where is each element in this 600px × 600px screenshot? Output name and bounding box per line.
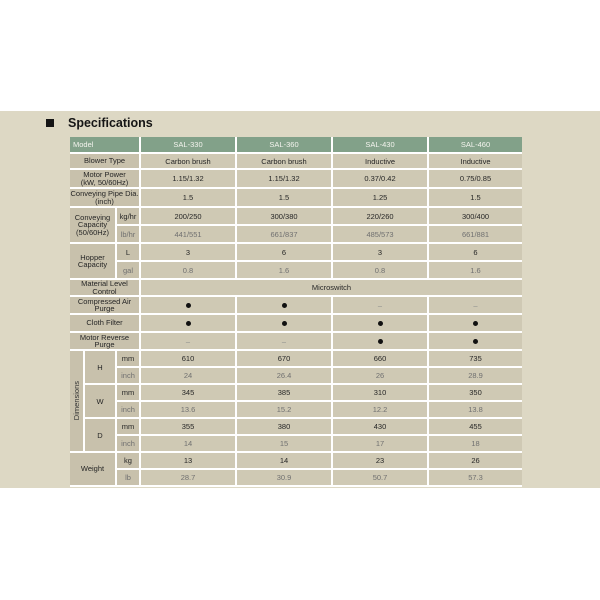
section-heading xyxy=(46,116,153,130)
row-label xyxy=(70,332,140,350)
label-line: Conveying xyxy=(74,212,111,222)
label-line: Compressed Air xyxy=(77,296,132,306)
model-col-3: SAL-430 xyxy=(332,137,428,153)
label-line: Motor Power xyxy=(83,170,126,179)
row-conveying-kg xyxy=(70,207,522,225)
label-line: Control xyxy=(92,286,117,296)
table-cell: 14 xyxy=(140,435,236,452)
row-motor-reverse xyxy=(70,332,522,350)
table-cell: 380 xyxy=(236,418,332,435)
table-cell: 345 xyxy=(140,384,236,401)
table-cell: Microswitch xyxy=(140,279,522,296)
table-cell: 23 xyxy=(332,452,428,469)
table-cell: 1.5 xyxy=(140,188,236,207)
table-cell: 18 xyxy=(428,435,522,452)
table-cell xyxy=(428,314,522,332)
filled-dot-icon xyxy=(378,339,383,344)
label-line: (inch) xyxy=(95,196,114,206)
table-cell xyxy=(332,296,428,314)
dim-name: W xyxy=(84,384,116,418)
table-cell: 385 xyxy=(236,384,332,401)
table-cell: 26 xyxy=(428,452,522,469)
row-dim-w-mm xyxy=(70,384,522,401)
table-cell xyxy=(428,296,522,314)
table-cell: 200/250 xyxy=(140,207,236,225)
filled-dot-icon xyxy=(282,321,287,326)
table-cell: 1.5 xyxy=(236,188,332,207)
table-cell: 661/837 xyxy=(236,225,332,243)
unit-label: inch xyxy=(116,435,140,452)
model-col-4: SAL-460 xyxy=(428,137,522,153)
row-label xyxy=(70,296,140,314)
unit-label: lb xyxy=(116,469,140,486)
table-cell: 17 xyxy=(332,435,428,452)
label-line: (kW, 50/60Hz) xyxy=(80,177,129,187)
table-cell: 441/551 xyxy=(140,225,236,243)
table-cell: 1.6 xyxy=(428,261,522,279)
unit-label: kg/hr xyxy=(116,207,140,225)
label-line: Material Level xyxy=(81,279,128,288)
unit-label: lb/hr xyxy=(116,225,140,243)
row-weight-lb xyxy=(70,469,522,486)
table-cell: 0.37/0.42 xyxy=(332,169,428,188)
table-cell: 1.15/1.32 xyxy=(236,169,332,188)
row-conveying-lb xyxy=(70,225,522,243)
model-col-2: SAL-360 xyxy=(236,137,332,153)
table-cell: 6 xyxy=(428,243,522,261)
row-label: Cloth Filter xyxy=(70,314,140,332)
table-cell: 30.9 xyxy=(236,469,332,486)
filled-dot-icon xyxy=(473,321,478,326)
unit-label: kg xyxy=(116,452,140,469)
dim-name: H xyxy=(84,350,116,384)
table-cell: 6 xyxy=(236,243,332,261)
table-cell: 220/260 xyxy=(332,207,428,225)
table-cell: 735 xyxy=(428,350,522,367)
filled-dot-icon xyxy=(186,303,191,308)
header-row xyxy=(70,137,522,153)
table-cell: 610 xyxy=(140,350,236,367)
table-cell: 57.3 xyxy=(428,469,522,486)
table-cell: 13.6 xyxy=(140,401,236,418)
table-cell: 300/380 xyxy=(236,207,332,225)
table-cell: Carbon brush xyxy=(140,153,236,169)
table-cell: 13 xyxy=(140,452,236,469)
label-line: Hopper xyxy=(80,252,105,262)
row-dim-w-inch xyxy=(70,401,522,418)
table-cell xyxy=(236,314,332,332)
table-cell: 660 xyxy=(332,350,428,367)
row-label: Weight xyxy=(70,452,116,486)
row-dim-h-inch xyxy=(70,367,522,384)
row-motor-power xyxy=(70,169,522,188)
table-cell: 1.5 xyxy=(428,188,522,207)
model-col-1: SAL-330 xyxy=(140,137,236,153)
label-line: Motor Reverse xyxy=(79,332,130,342)
row-dim-h-mm xyxy=(70,350,522,367)
table-cell: 350 xyxy=(428,384,522,401)
row-label xyxy=(70,169,140,188)
table-cell: Carbon brush xyxy=(236,153,332,169)
row-label xyxy=(70,188,140,207)
row-dim-d-mm xyxy=(70,418,522,435)
label-line: Capacity xyxy=(77,260,108,269)
unit-label: inch xyxy=(116,401,140,418)
table-cell xyxy=(140,296,236,314)
dimensions-label xyxy=(70,350,84,452)
filled-dot-icon xyxy=(473,339,478,344)
table-cell: 12.2 xyxy=(332,401,428,418)
filled-dot-icon xyxy=(282,303,287,308)
table-cell: 26 xyxy=(332,367,428,384)
dimensions-text: Dimensions xyxy=(72,381,81,421)
table-cell: Inductive xyxy=(428,153,522,169)
table-cell: 15.2 xyxy=(236,401,332,418)
section-title: Specifications xyxy=(68,116,153,130)
table-cell: 1.15/1.32 xyxy=(140,169,236,188)
table-cell: 26.4 xyxy=(236,367,332,384)
row-compressed-air xyxy=(70,296,522,314)
bullet-square-icon xyxy=(46,119,54,127)
row-material-level xyxy=(70,279,522,296)
table-cell: 1.6 xyxy=(236,261,332,279)
row-label xyxy=(70,279,140,296)
table-cell: 485/573 xyxy=(332,225,428,243)
label-line: Capacity xyxy=(77,220,108,230)
table-cell: 3 xyxy=(332,243,428,261)
table-cell: Inductive xyxy=(332,153,428,169)
table-cell: 28.9 xyxy=(428,367,522,384)
row-label: Blower Type xyxy=(70,153,140,169)
table-cell: 15 xyxy=(236,435,332,452)
table-cell xyxy=(236,296,332,314)
table-cell xyxy=(332,332,428,350)
table-cell xyxy=(140,314,236,332)
table-cell: 300/400 xyxy=(428,207,522,225)
table-cell: 24 xyxy=(140,367,236,384)
spec-table xyxy=(70,137,522,487)
table-cell: 661/881 xyxy=(428,225,522,243)
table-cell xyxy=(428,332,522,350)
label-line: Purge xyxy=(94,304,115,313)
unit-label: mm xyxy=(116,350,140,367)
row-dim-d-inch xyxy=(70,435,522,452)
unit-label: gal xyxy=(116,261,140,279)
table-cell: 13.8 xyxy=(428,401,522,418)
filled-dot-icon xyxy=(186,321,191,326)
dim-name: D xyxy=(84,418,116,452)
dash-icon: – xyxy=(185,336,191,346)
filled-dot-icon xyxy=(378,321,383,326)
table-cell xyxy=(140,332,236,350)
table-cell: 14 xyxy=(236,452,332,469)
table-cell: 430 xyxy=(332,418,428,435)
unit-label: mm xyxy=(116,418,140,435)
table-cell xyxy=(332,314,428,332)
table-cell: 355 xyxy=(140,418,236,435)
table-cell: 50.7 xyxy=(332,469,428,486)
table-cell: 3 xyxy=(140,243,236,261)
table-cell: 455 xyxy=(428,418,522,435)
table-cell: 1.25 xyxy=(332,188,428,207)
row-hopper-gal xyxy=(70,261,522,279)
unit-label: L xyxy=(116,243,140,261)
model-header: Model xyxy=(70,137,140,153)
row-weight-kg xyxy=(70,452,522,469)
dash-icon: – xyxy=(473,300,478,310)
row-label xyxy=(70,243,116,279)
row-cloth-filter xyxy=(70,314,522,332)
table-cell xyxy=(236,332,332,350)
row-hopper-l xyxy=(70,243,522,261)
table-cell: 0.8 xyxy=(140,261,236,279)
row-label xyxy=(70,207,116,243)
table-cell: 0.8 xyxy=(332,261,428,279)
table-cell: 310 xyxy=(332,384,428,401)
label-line: (50/60Hz) xyxy=(76,227,109,237)
table-cell: 0.75/0.85 xyxy=(428,169,522,188)
table-cell: 670 xyxy=(236,350,332,367)
row-pipe-dia xyxy=(70,188,522,207)
table-cell: 28.7 xyxy=(140,469,236,486)
label-line: Purge xyxy=(94,340,115,349)
unit-label: mm xyxy=(116,384,140,401)
unit-label: inch xyxy=(116,367,140,384)
dash-icon: – xyxy=(281,336,287,346)
dash-icon: – xyxy=(377,300,383,310)
row-blower-type xyxy=(70,153,522,169)
label-line: Conveying Pipe Dia. xyxy=(70,189,139,198)
